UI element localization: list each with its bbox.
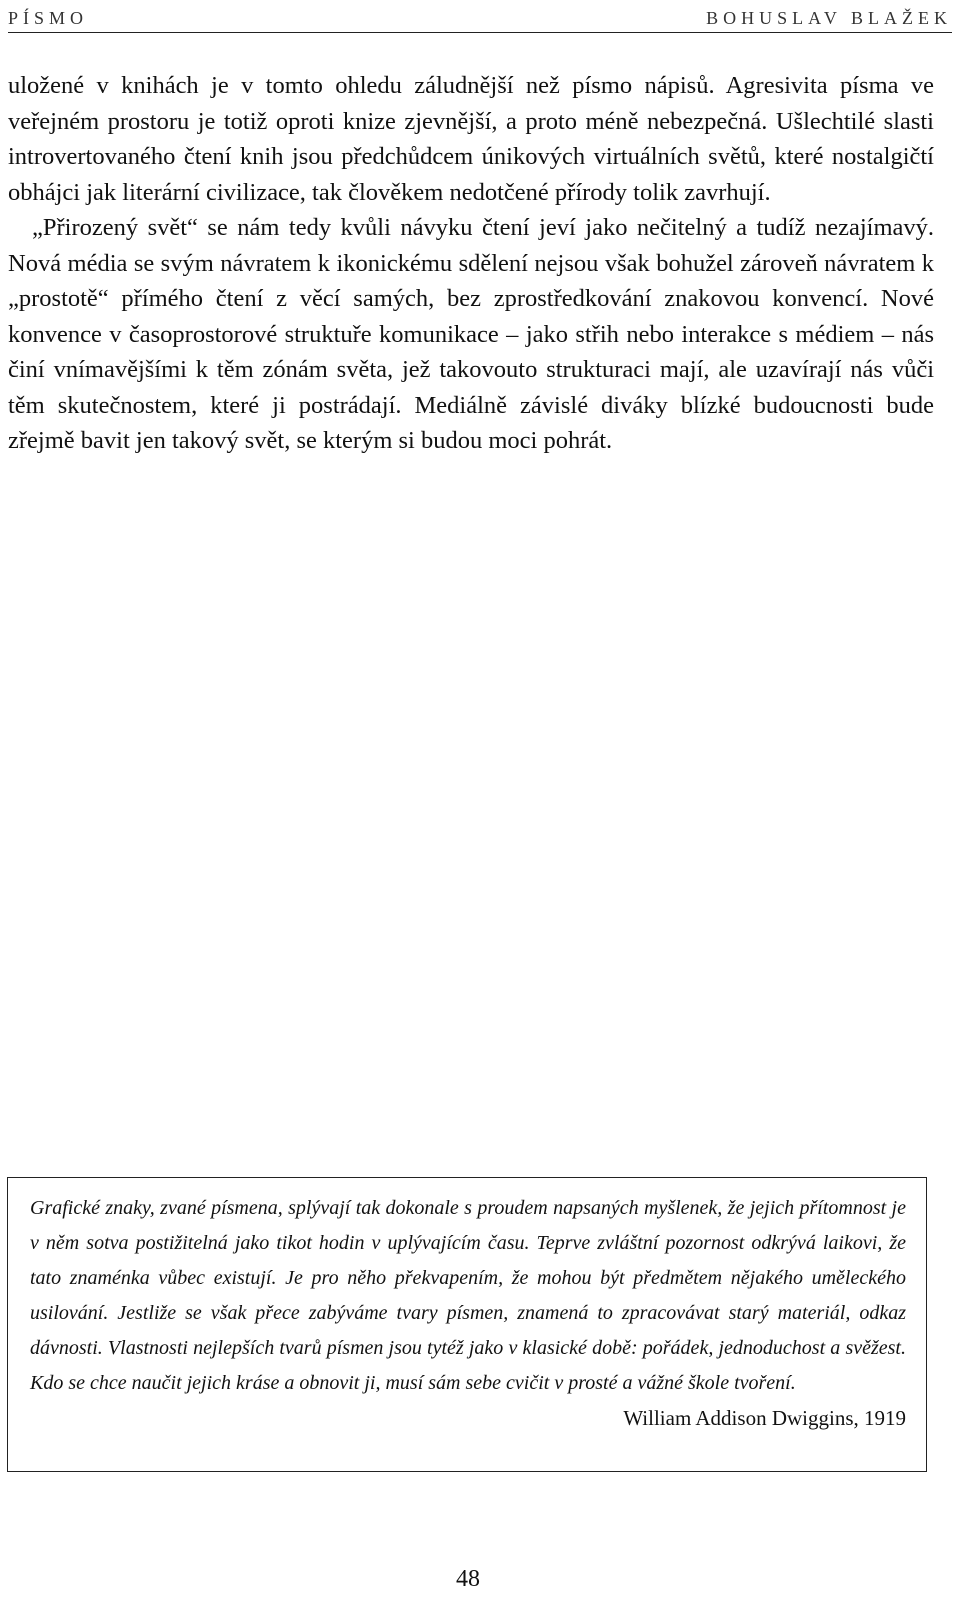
running-head-author: BOHUSLAV BLAŽEK xyxy=(706,8,952,28)
page-number: 48 xyxy=(456,1566,480,1592)
body-paragraph: „Přirozený svět“ se nám tedy kvůli návyku čtení jeví jako nečitelný a tudíž nezajímavý. Nová média se svým návratem k ikonickému sdělení nejsou však bohužel zároveň návratem k „prostotě“ přímého čtení z věcí samých, bez zprostředkování znakovou konvencí. Nové konvence v časoprostorové struktuře komunikace – jako střih nebo interakce s médiem – nás činí vnímavějšími k těm zónám světa, jež takovouto strukturaci mají, ale uzavírají nás vůči těm skutečnostem, které ji postrádají. Mediálně závislé diváky blízké budoucnosti bude zřejmě bavit jen takový svět, se kterým si budou moci pohrát. xyxy=(8,214,934,454)
body-paragraph: uložené v knihách je v tomto ohledu záludnější než písmo nápisů. Agresivita písma ve veřejném prostoru je totiž oproti knize zjevnější, a proto méně nebezpečná. Ušlechtilé slasti introvertovaného čtení knih jsou předchůdcem únikových virtuálních světů, které nostalgičtí obhájci jak literární civilizace, tak člověkem nedotčené přírody tolik zavrhují. xyxy=(8,72,934,206)
running-head-section: PÍSMO xyxy=(8,8,89,28)
running-head xyxy=(8,6,952,33)
quote-text: Grafické znaky, zvané písmena, splývají tak dokonale s proudem napsaných myšlenek, že jejich přítomnost je v něm sotva postižitelná jako tikot hodin v uplývajícím času. Teprve zvláštní pozornost odkrývá laikovi, že tato znaménka vůbec existují. Je pro něho překvapením, že mohou být předmětem nějakého uměleckého usilování. Jestliže se však přece zabýváme tvary písmen, znamená to zpracovávat starý materiál, odkaz dávnosti. Vlastnosti nejlepších tvarů písmen jsou tytéž jako v klasické době: pořádek, jednoduchost a svěžest. Kdo se chce naučit jejich krásе a obnovit ji, musí sám sebe cvičit v prosté a vážné škole tvoření. xyxy=(30,1197,906,1394)
quote-box xyxy=(7,1177,927,1472)
body-text xyxy=(8,68,934,459)
quote-attribution: William Addison Dwiggins, 1919 xyxy=(623,1406,906,1430)
